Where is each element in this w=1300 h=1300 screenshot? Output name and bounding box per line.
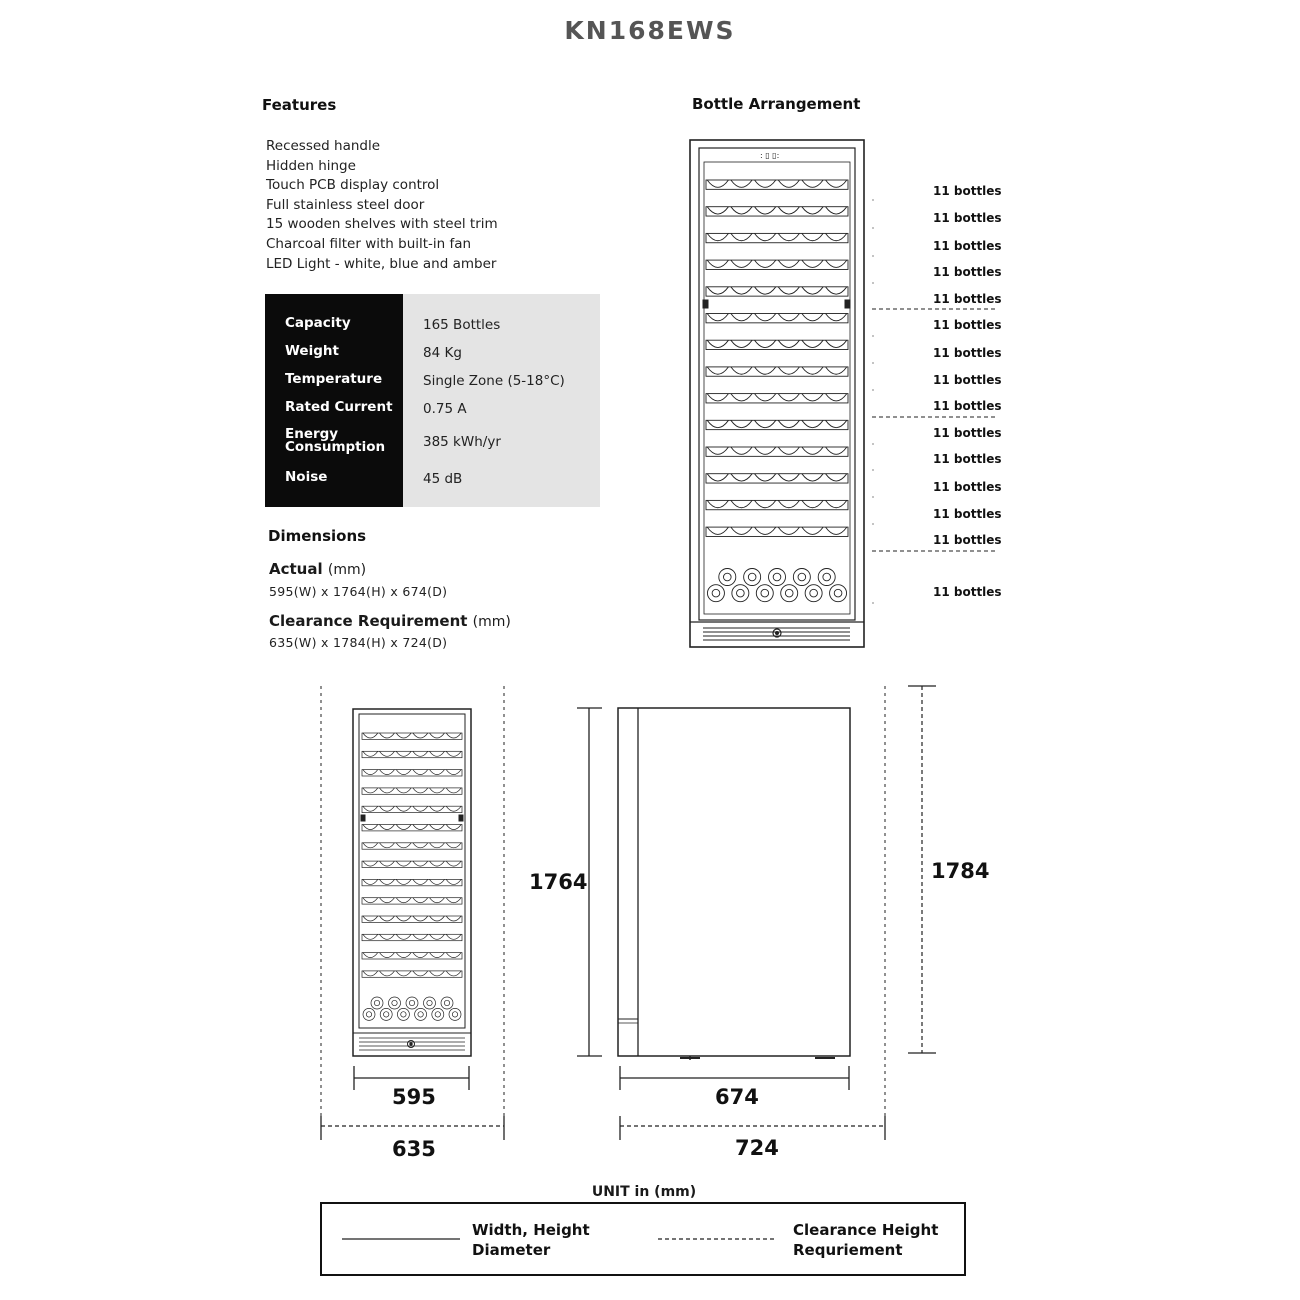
bottle-outline — [413, 879, 428, 884]
bottle-outline — [413, 788, 428, 793]
bottle-outline — [396, 770, 411, 775]
bottle-outline — [363, 898, 378, 903]
bottle-outline — [446, 898, 461, 903]
bottle-end — [389, 997, 401, 1009]
bottle-outline — [413, 916, 428, 921]
bottle-outline — [802, 233, 823, 240]
bottle-outline — [446, 751, 461, 756]
bottle-outline — [755, 233, 776, 240]
bottle-outline — [413, 971, 428, 976]
bottle-end — [415, 1008, 427, 1020]
spec-label-energy: Energy Consumption — [285, 426, 386, 455]
bottle-end — [805, 585, 822, 602]
bottle-outline — [826, 367, 847, 374]
bottle-end-inner — [785, 589, 793, 597]
leader-dot — [872, 199, 874, 201]
spec-value-capacity: 165 Bottles — [423, 317, 501, 333]
bottle-end-inner — [427, 1000, 432, 1005]
bottle-outline — [755, 340, 776, 347]
bottle-outline — [802, 474, 823, 481]
clearance-label: Clearance Requirement — [269, 612, 468, 630]
bottle-outline — [802, 287, 823, 294]
bottle-outline — [363, 806, 378, 811]
bottle-outline — [363, 879, 378, 884]
bottle-outline — [446, 825, 461, 830]
bottle-end — [781, 585, 798, 602]
shelf-label: 11 bottles — [933, 480, 1002, 494]
bottle-outline — [802, 180, 823, 187]
bottle-outline — [802, 527, 823, 534]
bottle-outline — [802, 314, 823, 321]
bottle-outline — [802, 207, 823, 214]
feature-item: 15 wooden shelves with steel trim — [266, 216, 498, 233]
bottle-outline — [826, 447, 847, 454]
side-view — [618, 708, 850, 1060]
bottle-outline — [380, 916, 395, 921]
bottle-end — [363, 1008, 375, 1020]
bottle-outline — [826, 500, 847, 507]
leader-dot — [872, 602, 874, 604]
bottle-outline — [413, 861, 428, 866]
bottle-outline — [707, 207, 728, 214]
bottle-outline — [755, 287, 776, 294]
bottle-outline — [446, 934, 461, 939]
bottle-arrangement-front-view — [690, 140, 864, 647]
bottle-outline — [430, 953, 445, 958]
bottle-outline — [430, 825, 445, 830]
bottle-outline — [363, 770, 378, 775]
bottle-end-inner — [409, 1000, 414, 1005]
bottle-end-inner — [435, 1012, 440, 1017]
leader-dot — [872, 335, 874, 337]
dim-depth-actual: 674 — [715, 1085, 759, 1109]
bottle-outline — [802, 394, 823, 401]
bottle-outline — [826, 474, 847, 481]
bottle-outline — [413, 733, 428, 738]
shelf-label: 11 bottles — [933, 211, 1002, 225]
bottle-outline — [755, 527, 776, 534]
bottle-outline — [731, 394, 752, 401]
bottle-outline — [778, 340, 799, 347]
bottle-outline — [380, 751, 395, 756]
shelf-label: 11 bottles — [933, 426, 1002, 440]
feature-item: Charcoal filter with built-in fan — [266, 235, 472, 252]
bottle-outline — [396, 751, 411, 756]
bottle-outline — [755, 260, 776, 267]
shelf-label: 11 bottles — [933, 507, 1002, 521]
bottle-outline — [430, 770, 445, 775]
bottle-outline — [430, 916, 445, 921]
bottle-outline — [380, 733, 395, 738]
bottle-outline — [430, 971, 445, 976]
bottle-outline — [755, 394, 776, 401]
dim-depth-clearance: 724 — [735, 1136, 779, 1160]
shelf-label: 11 bottles — [933, 399, 1002, 413]
bottle-end — [449, 1008, 461, 1020]
bottle-outline — [707, 527, 728, 534]
bottle-end-inner — [401, 1012, 406, 1017]
bottle-outline — [430, 898, 445, 903]
feature-item: Full stainless steel door — [266, 196, 425, 213]
bottle-outline — [363, 843, 378, 848]
actual-unit: (mm) — [327, 562, 367, 578]
bottle-end — [793, 569, 810, 586]
shelf-label: 11 bottles — [933, 184, 1002, 198]
product-title: KN168EWS — [564, 16, 736, 45]
bottle-outline — [778, 233, 799, 240]
bottle-outline — [707, 314, 728, 321]
dim-width-actual: 595 — [392, 1085, 436, 1109]
bottle-outline — [413, 898, 428, 903]
bottle-outline — [446, 879, 461, 884]
shelf-label: 11 bottles — [933, 239, 1002, 253]
svg-text:: ▯ ▯:: : ▯ ▯: — [760, 151, 780, 160]
bottle-outline — [396, 861, 411, 866]
bottle-end-inner — [823, 573, 831, 581]
bottle-outline — [707, 180, 728, 187]
bottle-end-inner — [761, 589, 769, 597]
bottle-outline — [755, 420, 776, 427]
bottle-outline — [363, 733, 378, 738]
leader-dot — [872, 496, 874, 498]
clearance-dimensions-value: 635(W) x 1784(H) x 724(D) — [269, 635, 448, 650]
bottle-end-inner — [392, 1000, 397, 1005]
bottle-outline — [430, 843, 445, 848]
bottle-outline — [707, 367, 728, 374]
leader-dot — [872, 469, 874, 471]
bottle-outline — [802, 447, 823, 454]
bottle-outline — [413, 843, 428, 848]
spec-label-temperature: Temperature — [285, 371, 383, 387]
bottle-outline — [778, 394, 799, 401]
bottle-outline — [778, 180, 799, 187]
dimensions-heading: Dimensions — [268, 527, 367, 545]
bottle-outline — [731, 314, 752, 321]
bottle-outline — [363, 971, 378, 976]
bottle-outline — [731, 287, 752, 294]
bottle-outline — [380, 788, 395, 793]
bottle-outline — [731, 367, 752, 374]
bottle-outline — [430, 861, 445, 866]
bottle-outline — [826, 314, 847, 321]
bottle-outline — [430, 788, 445, 793]
legend-solid-text: Width, Height Diameter — [472, 1221, 590, 1259]
bottle-outline — [731, 447, 752, 454]
leader-dot — [872, 389, 874, 391]
small-front-view — [353, 709, 471, 1056]
bottle-outline — [778, 260, 799, 267]
spec-label-weight: Weight — [285, 343, 339, 359]
bottle-outline — [413, 934, 428, 939]
bottle-outline — [826, 260, 847, 267]
bottle-outline — [446, 861, 461, 866]
bottle-arrangement-heading: Bottle Arrangement — [692, 95, 861, 113]
bottle-end — [406, 997, 418, 1009]
bottle-end — [441, 997, 453, 1009]
bottle-end-inner — [366, 1012, 371, 1017]
bottle-outline — [396, 953, 411, 958]
bottle-outline — [446, 916, 461, 921]
bottle-outline — [413, 770, 428, 775]
bottle-outline — [826, 207, 847, 214]
bottle-outline — [826, 180, 847, 187]
bottle-outline — [731, 527, 752, 534]
bottle-outline — [755, 474, 776, 481]
bottle-outline — [413, 806, 428, 811]
bottle-outline — [707, 340, 728, 347]
bottle-outline — [396, 898, 411, 903]
bottle-outline — [430, 934, 445, 939]
bottle-outline — [731, 420, 752, 427]
bottle-end — [397, 1008, 409, 1020]
bottle-outline — [707, 394, 728, 401]
feature-item: Touch PCB display control — [266, 177, 440, 194]
bottle-outline — [380, 898, 395, 903]
bottle-outline — [363, 788, 378, 793]
bottle-outline — [731, 207, 752, 214]
leader-dot — [872, 523, 874, 525]
shelf-label: 11 bottles — [933, 452, 1002, 466]
bottle-outline — [396, 971, 411, 976]
feature-item: LED Light - white, blue and amber — [266, 255, 497, 272]
legend-dashed-text: Clearance Height Requriement — [793, 1221, 939, 1259]
bottle-outline — [755, 447, 776, 454]
bottle-outline — [380, 934, 395, 939]
bottle-outline — [446, 806, 461, 811]
bottle-outline — [396, 843, 411, 848]
shelf-label: 11 bottles — [933, 533, 1002, 547]
bottle-end-inner — [712, 589, 720, 597]
clearance-unit: (mm) — [472, 614, 511, 630]
legend-unit: UNIT in (mm) — [591, 1184, 697, 1200]
bottle-end — [707, 585, 724, 602]
bottle-outline — [826, 527, 847, 534]
bottle-outline — [430, 879, 445, 884]
bottle-outline — [755, 314, 776, 321]
dim-height-clearance: 1784 — [931, 859, 990, 883]
spec-label-rated-current: Rated Current — [285, 399, 393, 415]
spec-value-temperature: Single Zone (5-18°C) — [423, 373, 565, 389]
bottle-outline — [778, 207, 799, 214]
bottle-end-inner — [418, 1012, 423, 1017]
spec-value-rated-current: 0.75 A — [423, 401, 467, 417]
bottle-outline — [446, 788, 461, 793]
bottle-outline — [826, 420, 847, 427]
bottle-outline — [430, 806, 445, 811]
bottle-outline — [707, 233, 728, 240]
bottle-outline — [380, 971, 395, 976]
bottle-outline — [778, 420, 799, 427]
bottle-outline — [802, 420, 823, 427]
bottle-outline — [396, 733, 411, 738]
bottle-outline — [826, 233, 847, 240]
bottle-outline — [731, 474, 752, 481]
bottle-outline — [826, 394, 847, 401]
bottle-outline — [731, 233, 752, 240]
bottle-outline — [802, 367, 823, 374]
bottle-outline — [446, 953, 461, 958]
bottle-outline — [707, 447, 728, 454]
bottle-outline — [363, 916, 378, 921]
bottle-outline — [363, 825, 378, 830]
bottle-outline — [413, 953, 428, 958]
bottle-outline — [778, 527, 799, 534]
bottle-outline — [778, 500, 799, 507]
bottle-outline — [755, 180, 776, 187]
bottle-end — [818, 569, 835, 586]
bottle-outline — [396, 879, 411, 884]
actual-label: Actual — [269, 560, 323, 578]
bottle-end — [424, 997, 436, 1009]
bottle-outline — [430, 733, 445, 738]
bottle-outline — [826, 287, 847, 294]
bottle-end-inner — [810, 589, 818, 597]
bottle-outline — [380, 825, 395, 830]
bottle-outline — [778, 314, 799, 321]
bottle-outline — [413, 825, 428, 830]
bottle-outline — [363, 861, 378, 866]
leader-dot — [872, 282, 874, 284]
bottle-outline — [396, 916, 411, 921]
dim-height-actual: 1764 — [529, 870, 588, 894]
bottle-outline — [707, 474, 728, 481]
bottle-end — [756, 585, 773, 602]
actual-dimensions-value: 595(W) x 1764(H) x 674(D) — [269, 584, 448, 599]
shelf-label: 11 bottles — [933, 292, 1002, 306]
bottle-outline — [755, 367, 776, 374]
bottle-outline — [363, 953, 378, 958]
bottle-end-inner — [444, 1000, 449, 1005]
bottle-end — [432, 1008, 444, 1020]
bottle-outline — [396, 806, 411, 811]
spec-label-noise: Noise — [285, 469, 328, 485]
bottle-outline — [380, 843, 395, 848]
bottle-end-inner — [798, 573, 806, 581]
bottle-outline — [380, 879, 395, 884]
bottle-outline — [755, 207, 776, 214]
bottle-outline — [707, 260, 728, 267]
bottle-outline — [802, 500, 823, 507]
bottle-outline — [446, 843, 461, 848]
bottle-end-inner — [748, 573, 756, 581]
shelf-label: 11 bottles — [933, 373, 1002, 387]
bottle-end-inner — [723, 573, 731, 581]
bottle-outline — [707, 287, 728, 294]
bottle-outline — [802, 340, 823, 347]
shelf-label: 11 bottles — [933, 318, 1002, 332]
bottle-end — [380, 1008, 392, 1020]
bottle-outline — [380, 770, 395, 775]
bottle-outline — [430, 751, 445, 756]
bottle-outline — [380, 806, 395, 811]
bottle-outline — [778, 287, 799, 294]
bottle-end-inner — [834, 589, 842, 597]
spec-value-noise: 45 dB — [423, 471, 463, 487]
bottle-outline — [380, 861, 395, 866]
bottle-end-inner — [374, 1000, 379, 1005]
bottle-outline — [778, 447, 799, 454]
bottle-end — [744, 569, 761, 586]
spec-label-capacity: Capacity — [285, 315, 351, 331]
bottle-end-inner — [773, 573, 781, 581]
bottle-outline — [363, 934, 378, 939]
bottle-end — [830, 585, 847, 602]
leader-dot — [872, 227, 874, 229]
bottle-outline — [396, 825, 411, 830]
bottle-outline — [363, 751, 378, 756]
bottle-outline — [731, 340, 752, 347]
spec-value-energy: 385 kWh/yr — [423, 434, 501, 450]
leader-dot — [872, 443, 874, 445]
bottle-outline — [380, 953, 395, 958]
bottle-outline — [802, 260, 823, 267]
feature-item: Recessed handle — [266, 138, 381, 154]
features-heading: Features — [262, 96, 337, 114]
leader-dot — [872, 362, 874, 364]
bottle-outline — [446, 971, 461, 976]
bottle-outline — [778, 474, 799, 481]
bottle-outline — [826, 340, 847, 347]
bottle-outline — [446, 770, 461, 775]
shelf-label: 11 bottles — [933, 585, 1002, 599]
bottle-end — [719, 569, 736, 586]
bottle-outline — [731, 180, 752, 187]
bottle-end-inner — [452, 1012, 457, 1017]
bottle-end — [371, 997, 383, 1009]
bottle-end-inner — [737, 589, 745, 597]
bottle-end — [769, 569, 786, 586]
feature-item: Hidden hinge — [266, 157, 356, 174]
bottle-end — [732, 585, 749, 602]
bottle-outline — [396, 934, 411, 939]
shelf-label: 11 bottles — [933, 265, 1002, 279]
leader-dot — [872, 255, 874, 257]
dim-width-clearance: 635 — [392, 1137, 436, 1161]
bottle-outline — [413, 751, 428, 756]
bottle-outline — [707, 500, 728, 507]
bottle-outline — [778, 367, 799, 374]
bottle-outline — [731, 500, 752, 507]
bottle-outline — [755, 500, 776, 507]
bottle-outline — [731, 260, 752, 267]
bottle-outline — [396, 788, 411, 793]
spec-value-weight: 84 Kg — [423, 345, 462, 361]
bottle-outline — [446, 733, 461, 738]
bottle-end-inner — [384, 1012, 389, 1017]
shelf-label: 11 bottles — [933, 346, 1002, 360]
bottle-outline — [707, 420, 728, 427]
